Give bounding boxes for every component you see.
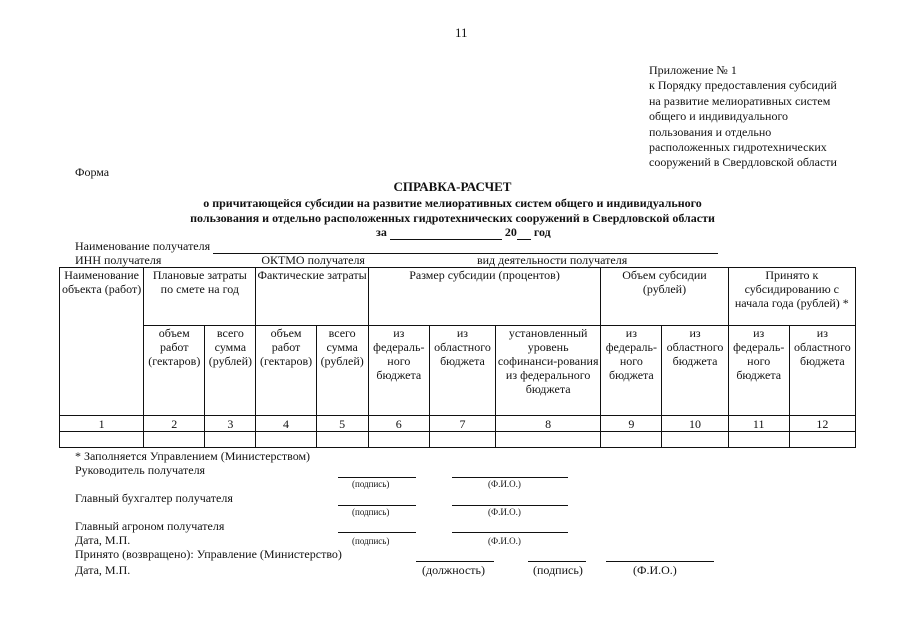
- activity-label: вид деятельности получателя: [476, 253, 628, 267]
- table-cell[interactable]: [144, 432, 205, 448]
- accountant-label: Главный бухгалтер получателя: [75, 491, 233, 505]
- column-number: 2: [144, 416, 205, 432]
- name-caption: (Ф.И.О.): [488, 536, 521, 546]
- document-subtitle-line1: о причитающейся субсидии на развитие мелиоративных систем общего и индивидуального: [203, 196, 702, 210]
- footnote: * Заполняется Управлением (Министерством): [75, 449, 311, 463]
- table-cell[interactable]: [368, 432, 429, 448]
- sign-caption: (подпись): [533, 563, 583, 577]
- column-number: 9: [601, 416, 662, 432]
- period-prefix: за: [376, 225, 387, 239]
- table-cell[interactable]: [60, 432, 144, 448]
- date-stamp-label: Дата, М.П.: [75, 533, 131, 547]
- appendix-line: расположенных гидротехнических: [649, 140, 827, 155]
- form-label: Форма: [75, 165, 110, 179]
- name-caption: (Ф.И.О.): [633, 563, 677, 577]
- subheader-cell: из областного бюджета: [662, 326, 728, 416]
- subheader-cell: из федераль-ного бюджета: [601, 326, 662, 416]
- period-year-prefix: 20: [504, 225, 517, 239]
- table-cell[interactable]: [662, 432, 728, 448]
- period-line: [376, 225, 551, 240]
- recipient-name-row: [75, 239, 718, 254]
- table-cell[interactable]: [496, 432, 601, 448]
- sign-caption: (подпись): [352, 479, 390, 489]
- accepted-label: Принято (возвращено): Управление (Министерство): [75, 547, 342, 561]
- subheader-cell: всего сумма (рублей): [316, 326, 368, 416]
- column-number: 3: [205, 416, 256, 432]
- column-number: 11: [728, 416, 789, 432]
- agronomist-label: Главный агроном получателя: [75, 519, 225, 533]
- column-number: 5: [316, 416, 368, 432]
- column-number: 7: [429, 416, 495, 432]
- sign-caption: (подпись): [352, 536, 390, 546]
- table-cell[interactable]: [601, 432, 662, 448]
- name-caption: (Ф.И.О.): [488, 479, 521, 489]
- header-rate: Размер субсидии (процентов): [368, 268, 601, 326]
- date-stamp-label-2: Дата, М.П.: [75, 563, 131, 577]
- table-cell[interactable]: [256, 432, 316, 448]
- appendix-line: пользования и отдельно: [649, 124, 772, 139]
- table-cell[interactable]: [205, 432, 256, 448]
- appendix-line: сооружений в Свердловской области: [649, 155, 837, 170]
- position-line[interactable]: [416, 561, 494, 562]
- table-cell[interactable]: [316, 432, 368, 448]
- period-year-suffix: год: [533, 225, 551, 239]
- head-sign-line[interactable]: [338, 477, 416, 478]
- subheader-cell: из областного бюджета: [429, 326, 495, 416]
- appendix-line: на развитие мелиоративных систем: [649, 93, 831, 108]
- accepted-name-line[interactable]: [606, 561, 714, 562]
- appendix-line: общего и индивидуального: [649, 109, 789, 124]
- subheader-cell: из федераль-ного бюджета: [728, 326, 789, 416]
- column-number: 8: [496, 416, 601, 432]
- agronomist-sign-line[interactable]: [338, 532, 416, 533]
- subheader-cell: из федераль-ного бюджета: [368, 326, 429, 416]
- inn-label: ИНН получателя: [75, 253, 162, 267]
- page-number: 11: [455, 25, 468, 40]
- oktmo-label: ОКТМО получателя: [261, 253, 365, 267]
- table-cell[interactable]: [728, 432, 789, 448]
- column-number: 6: [368, 416, 429, 432]
- document-subtitle-line2: пользования и отдельно расположенных гидротехнических сооружений в Свердловской области: [190, 211, 715, 225]
- column-number: 10: [662, 416, 728, 432]
- document-title: СПРАВКА-РАСЧЕТ: [393, 179, 512, 194]
- inn-row: [75, 253, 730, 268]
- subheader-cell: установленный уровень софинанси-рования из федерального бюджета: [496, 326, 601, 416]
- recipient-name-label: Наименование получателя: [75, 239, 211, 253]
- head-label: Руководитель получателя: [75, 463, 206, 477]
- column-number: 1: [60, 416, 144, 432]
- subheader-cell: объем работ (гектаров): [144, 326, 205, 416]
- accepted-sign-line[interactable]: [528, 561, 586, 562]
- column-number: 4: [256, 416, 316, 432]
- sign-caption: (подпись): [352, 507, 390, 517]
- name-caption: (Ф.И.О.): [488, 507, 521, 517]
- appendix-line: к Порядку предоставления субсидий: [649, 78, 837, 93]
- subheader-cell: из областного бюджета: [789, 326, 855, 416]
- table-row: [60, 432, 856, 448]
- header-amount: Объем субсидии (рублей): [601, 268, 728, 326]
- header-planned: Плановые затраты по смете на год: [144, 268, 256, 326]
- accountant-sign-line[interactable]: [338, 505, 416, 506]
- head-name-line[interactable]: [452, 477, 568, 478]
- subheader-cell: объем работ (гектаров): [256, 326, 316, 416]
- appendix-line: Приложение № 1: [649, 63, 737, 77]
- agronomist-name-line[interactable]: [452, 532, 568, 533]
- position-caption: (должность): [422, 563, 485, 577]
- accountant-name-line[interactable]: [452, 505, 568, 506]
- appendix-note: [649, 63, 837, 171]
- header-accepted: Принято к субсидированию с начала года (рублей) *: [728, 268, 855, 326]
- subsidy-table: [59, 267, 856, 448]
- subheader-cell: всего сумма (рублей): [205, 326, 256, 416]
- header-object: Наименование объекта (работ): [60, 268, 144, 416]
- table-cell[interactable]: [429, 432, 495, 448]
- header-actual: Фактические затраты: [256, 268, 368, 326]
- column-number: 12: [789, 416, 855, 432]
- table-cell[interactable]: [789, 432, 855, 448]
